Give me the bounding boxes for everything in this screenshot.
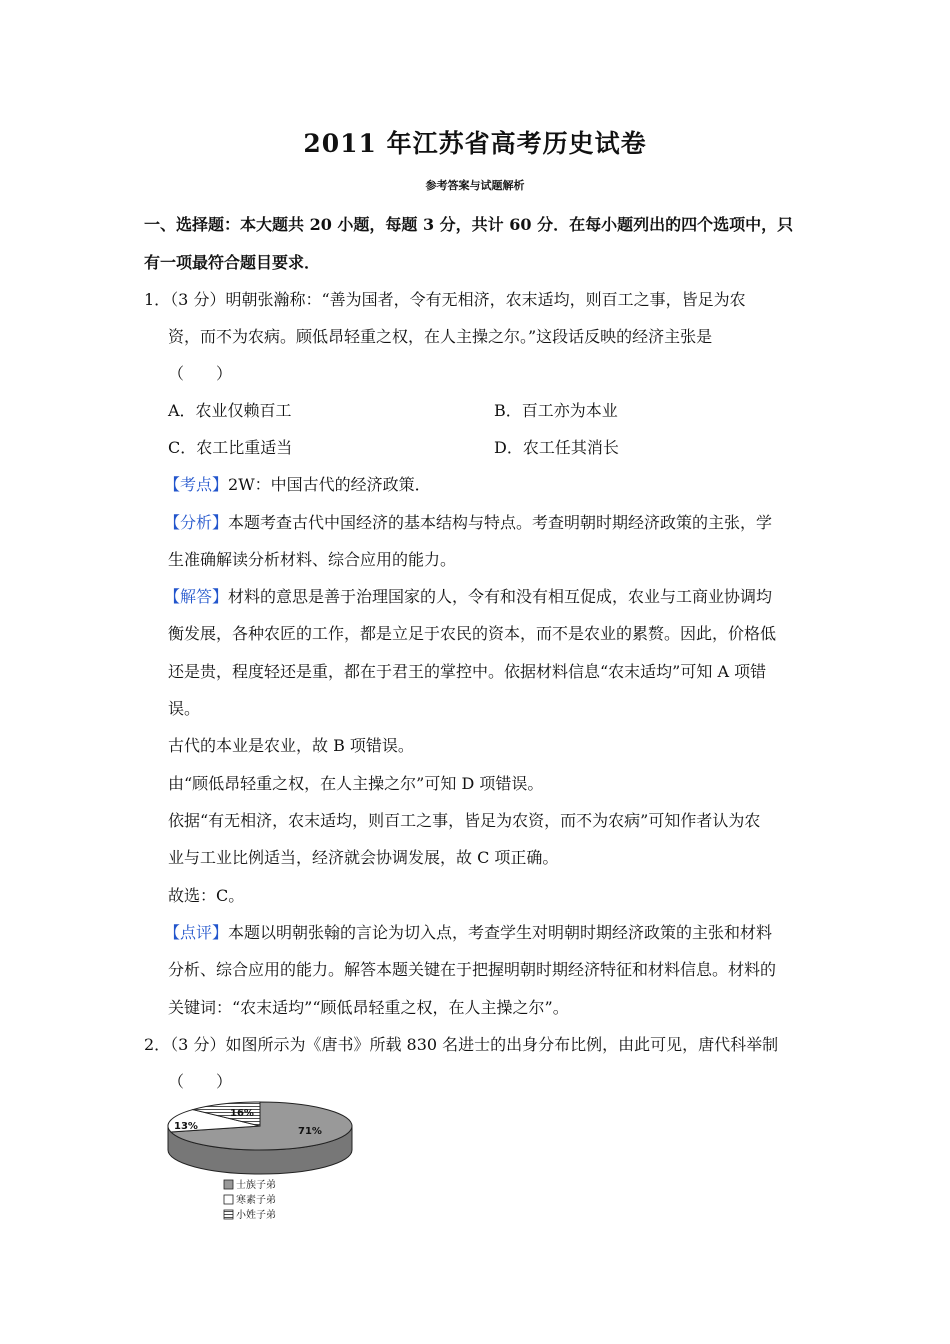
- q2-paren: （ ）: [168, 1072, 233, 1091]
- jieda-text-7: 依据“有无相济，农末适均，则百工之事，皆足为农资，而不为农病”可知作者认为农: [168, 811, 761, 830]
- kaodian-text: 2W：中国古代的经济政策．: [228, 475, 431, 494]
- jieda-text-8: 业与工业比例适当，经济就会协调发展，故 C 项正确。: [168, 848, 559, 867]
- dianping-text-3: 关键词：“农末适均”“顾低昂轻重之权，在人主操之尔”。: [168, 998, 569, 1017]
- jieda-text-9: 故选：C。: [168, 886, 245, 905]
- pie-data-label-3: 13%: [174, 1121, 198, 1132]
- page-subtitle: 参考答案与试题解析: [425, 179, 525, 192]
- jieda-text-1: 材料的意思是善于治理国家的人，令有和没有相互促成，农业与工商业协调均: [228, 587, 773, 606]
- q2-stem-line1: 2．（3 分）如图所示为《唐书》所载 830 名进士的出身分布比例，由此可见，唐代科举制: [144, 1035, 779, 1054]
- jieda-text-4: 误。: [168, 699, 201, 718]
- q1-paren: （ ）: [168, 364, 233, 383]
- dianping-text-2: 分析、综合应用的能力。解答本题关键在于把握明朝时期经济特征和材料信息。材料的: [168, 960, 777, 979]
- jieda-tag: 【解答】: [164, 587, 229, 606]
- q1-option-d: D．农工任其消长: [494, 438, 619, 457]
- pie-data-label-2: 16%: [230, 1108, 254, 1119]
- q1-dianping: [164, 920, 772, 943]
- legend-swatch-1: [224, 1180, 233, 1189]
- jieda-text-2: 衡发展，各种农匠的工作，都是立足于农民的资本，而不是农业的累赘。因此，价格低: [168, 624, 777, 643]
- legend-label-1: 士族子弟: [236, 1180, 276, 1191]
- q1-fenxi: [164, 510, 772, 533]
- q1-option-b: B．百工亦为本业: [494, 401, 618, 420]
- fenxi-tag: 【分析】: [164, 513, 229, 532]
- section-heading-line1: 一、选择题：本大题共 20 小题，每题 3 分，共计 60 分．在每小题列出的四个选项中，只: [144, 215, 794, 234]
- fenxi-text-2: 生准确解读分析材料、综合应用的能力。: [168, 550, 457, 569]
- pie-data-label-1: 71%: [298, 1126, 322, 1137]
- q1-option-a: A．农业仅赖百工: [168, 401, 292, 420]
- q1-jieda: [164, 584, 772, 607]
- dianping-text-1: 本题以明朝张翰的言论为切入点，考查学生对明朝时期经济政策的主张和材料: [228, 923, 773, 942]
- q1-stem-line1: 1．（3 分）明朝张瀚称：“善为国者，令有无相济，农末适均，则百工之事，皆足为农: [144, 290, 746, 309]
- legend-swatch-3: [224, 1210, 233, 1219]
- jieda-text-5: 古代的本业是农业，故 B 项错误。: [168, 736, 414, 755]
- q1-stem-line2: 资，而不为农病。顾低昂轻重之权，在人主操之尔。”这段话反映的经济主张是: [168, 327, 713, 346]
- legend-label-2: 寒素子弟: [236, 1195, 276, 1206]
- dianping-tag: 【点评】: [164, 923, 229, 942]
- q1-option-c: C．农工比重适当: [168, 438, 293, 457]
- kaodian-tag: 【考点】: [164, 475, 229, 494]
- legend-label-3: 小姓子弟: [236, 1210, 276, 1221]
- pie-chart: [160, 1096, 360, 1230]
- jieda-text-3: 还是贵，程度轻还是重，都在于君王的掌控中。依据材料信息“农末适均”可知 A 项错: [168, 662, 767, 681]
- legend-swatch-2: [224, 1195, 233, 1204]
- q1-kaodian: [164, 472, 431, 495]
- page-title: 2011 年江苏省高考历史试卷: [303, 129, 647, 158]
- fenxi-text-1: 本题考查古代中国经济的基本结构与特点。考查明朝时期经济政策的主张，学: [228, 513, 773, 532]
- section-heading-line2: 有一项最符合题目要求．: [144, 253, 321, 272]
- jieda-text-6: 由“顾低昂轻重之权，在人主操之尔”可知 D 项错误。: [168, 774, 544, 793]
- chart-legend: [224, 1178, 276, 1221]
